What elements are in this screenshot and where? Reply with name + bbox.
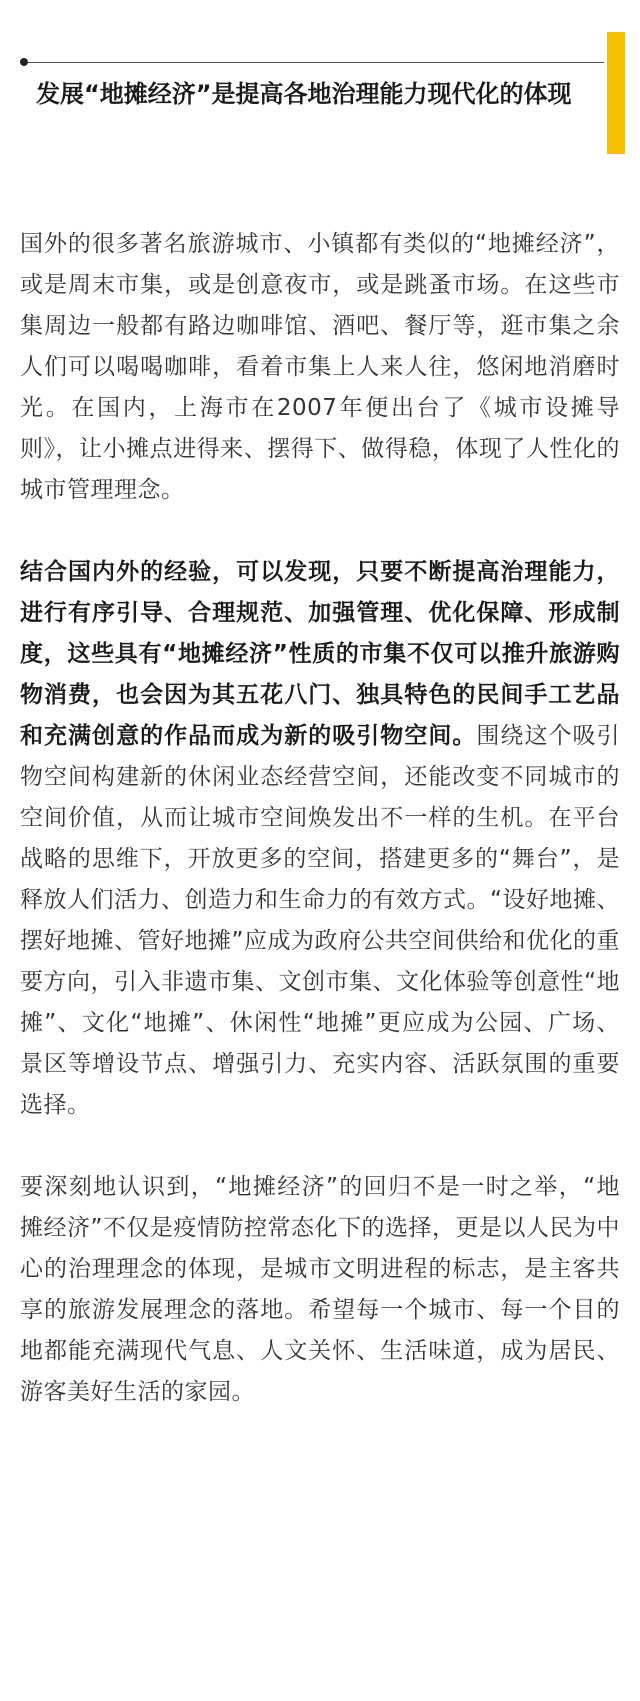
- section-title: 发展“地摊经济”是提高各地治理能力现代化的体现: [36, 80, 572, 108]
- section-header: [0, 0, 640, 170]
- paragraph-3-text: 要深刻地认识到，“地摊经济”的回归不是一时之举，“地摊经济”不仅是疫情防控常态化下的选择，更是以人民为中心的治理理念的体现，是城市文明进程的标志，是主客共享的旅游发展理念的落地。希望每一个城市、每一个目的地都能充满现代气息、人文关怀、生活味道，成为居民、游客美好生活的家园。: [20, 1174, 620, 1405]
- paragraph-2-bold-text: 结合国内外的经验，可以发现，只要不断提高治理能力，进行有序引导、合理规范、加强管理、优化保障、形成制度，这些具有“地摊经济”性质的市集不仅可以推升旅游购物消费，也会因为其五花八门、独具特色的民间手工艺品和充满创意的作品而成为新的吸引物空间。: [20, 559, 620, 749]
- header-bullet-dot: [20, 58, 28, 66]
- paragraph-3: [20, 1167, 620, 1413]
- header-accent-bar: [607, 32, 625, 154]
- article-body: [20, 224, 620, 1413]
- paragraph-1-text: 国外的很多著名旅游城市、小镇都有类似的“地摊经济”，或是周末市集，或是创意夜市，或是跳蚤市场。在这些市集周边一般都有路边咖啡馆、酒吧、餐厅等，逛市集之余人们可以喝喝咖啡，看着市集上人来人往，悠闲地消磨时光。在国内，上海市在2007年便出台了《城市设摊导则》，让小摊点进得来、摆得下、做得稳，体现了人性化的城市管理理念。: [20, 231, 620, 503]
- paragraph-1: [20, 224, 620, 511]
- header-divider-line: [24, 62, 604, 63]
- paragraph-2: [20, 552, 620, 1126]
- paragraph-2-text: 围绕这个吸引物空间构建新的休闲业态经营空间，还能改变不同城市的空间价值，从而让城市空间焕发出不一样的生机。在平台战略的思维下，开放更多的空间，搭建更多的“舞台”，是释放人们活力、创造力和生命力的有效方式。“设好地摊、摆好地摊、管好地摊”应成为政府公共空间供给和优化的重要方向，引入非遗市集、文创市集、文化体验等创意性“地摊”、文化“地摊”、休闲性“地摊”更应成为公园、广场、景区等增设节点、增强引力、充实内容、活跃氛围的重要选择。: [20, 723, 621, 1118]
